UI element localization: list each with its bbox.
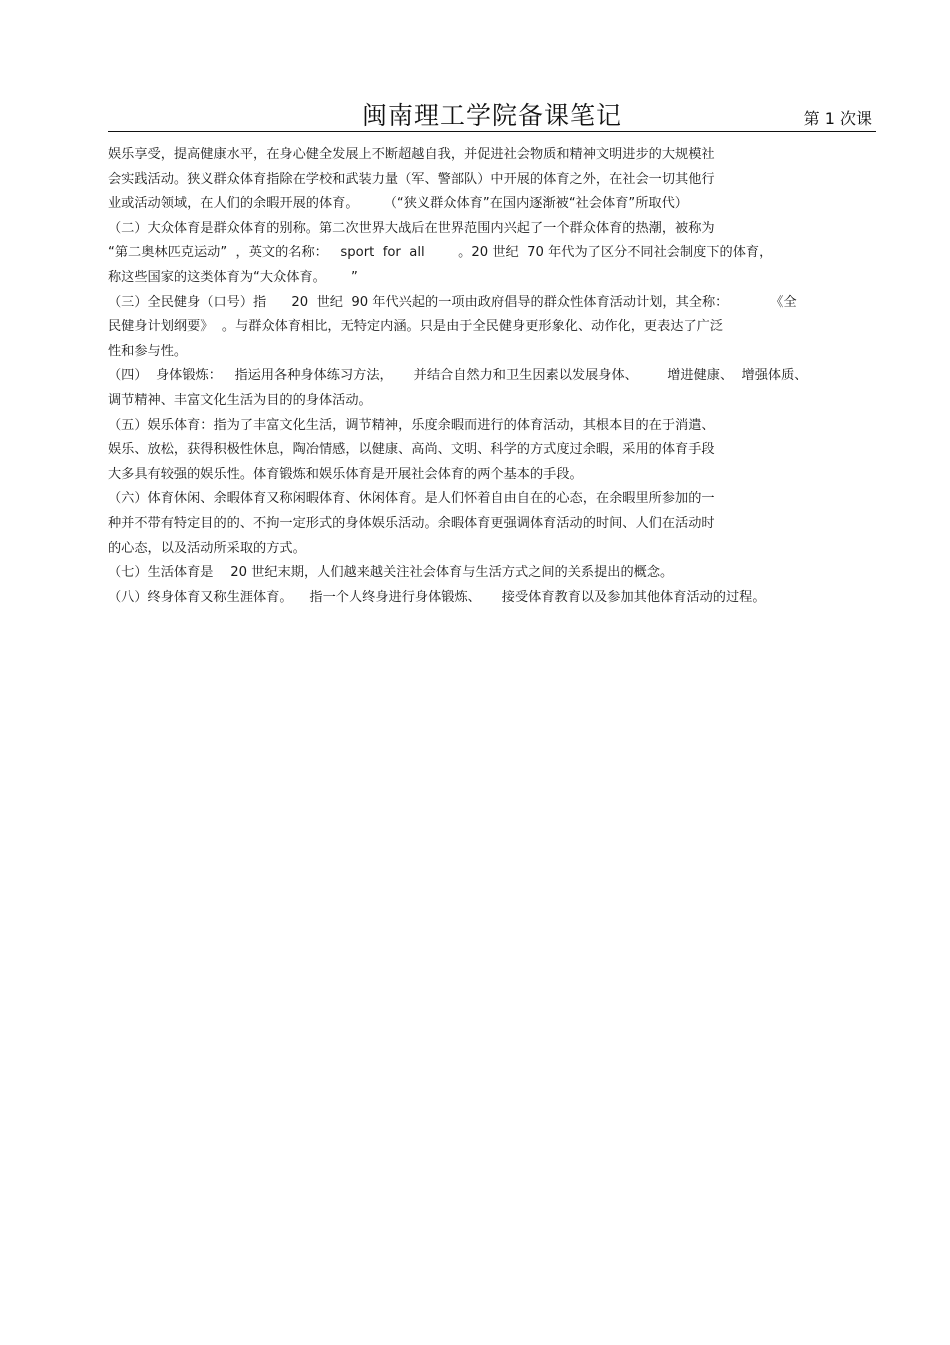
text-line: 会实践活动。狭义群众体育指除在学校和武装力量（军、警部队）中开展的体育之外，在社会一切其他行	[108, 171, 715, 187]
text-line: 业或活动领域，在人们的余暇开展的体育。 （“狭义群众体育”在国内逐渐被“社会体育”所取代）	[108, 196, 688, 212]
text-line: （七）生活体育是 20 世纪末期，人们越来越关注社会体育与生活方式之间的关系提出的概念。	[108, 565, 674, 581]
text-line: 的心态，以及活动所采取的方式。	[108, 540, 306, 556]
text-line: 娱乐、放松，获得积极性休息，陶冶情感，以健康、高尚、文明、科学的方式度过余暇，采用的体育手段	[108, 442, 715, 458]
text-line: （五）娱乐体育：指为了丰富文化生活，调节精神，乐度余暇而进行的体育活动，其根本目的在于消遣、	[108, 417, 715, 433]
text-line: 调节精神、丰富文化生活为目的的身体活动。	[108, 392, 372, 408]
lesson-number: 第 1 次课	[803, 109, 872, 128]
header-divider	[108, 131, 876, 132]
text-line: （六）体育休闲、余暇体育又称闲暇体育、休闲体育。是人们怀着自由自在的心态，在余暇里所参加的一	[108, 491, 715, 507]
text-line: 性和参与性。	[108, 343, 188, 359]
text-line: 称这些国家的这类体育为“大众体育。 ”	[108, 269, 358, 285]
text-line: （八）终身体育又称生涯体育。 指一个人终身进行身体锻炼、 接受体育教育以及参加其他体育活动的过程。	[108, 589, 766, 605]
page-header	[108, 100, 876, 132]
text-line: 大多具有较强的娱乐性。体育锻炼和娱乐体育是开展社会体育的两个基本的手段。	[108, 466, 583, 482]
text-line: 种并不带有特定目的的、不拘一定形式的身体娱乐活动。余暇体育更强调体育活动的时间、人们在活动时	[108, 515, 715, 531]
text-line: （三）全民健身（口号）指 20 世纪 90 年代兴起的一项由政府倡导的群众性体育活动计划，其全称： 《全	[108, 294, 797, 310]
text-line: 民健身计划纲要》 。与群众体育相比，无特定内涵。只是由于全民健身更形象化、动作化，更表达了广泛	[108, 319, 724, 335]
page-title: 闽南理工学院备课笔记	[361, 101, 622, 130]
text-line: （四） 身体锻炼： 指运用各种身体练习方法， 并结合自然力和卫生因素以发展身体、 增进健康、 增强体质、	[108, 368, 808, 384]
text-line: “第二奥林匹克运动” ，英文的名称： sport for all 。20 世纪 70 年代为了区分不同社会制度下的体育，	[108, 245, 773, 261]
body-text	[108, 143, 876, 610]
text-line: （二）大众体育是群众体育的别称。第二次世界大战后在世界范围内兴起了一个群众体育的热潮，被称为	[108, 220, 715, 236]
text-line: 娱乐享受，提高健康水平，在身心健全发展上不断超越自我，并促进社会物质和精神文明进步的大规模社	[108, 147, 715, 162]
